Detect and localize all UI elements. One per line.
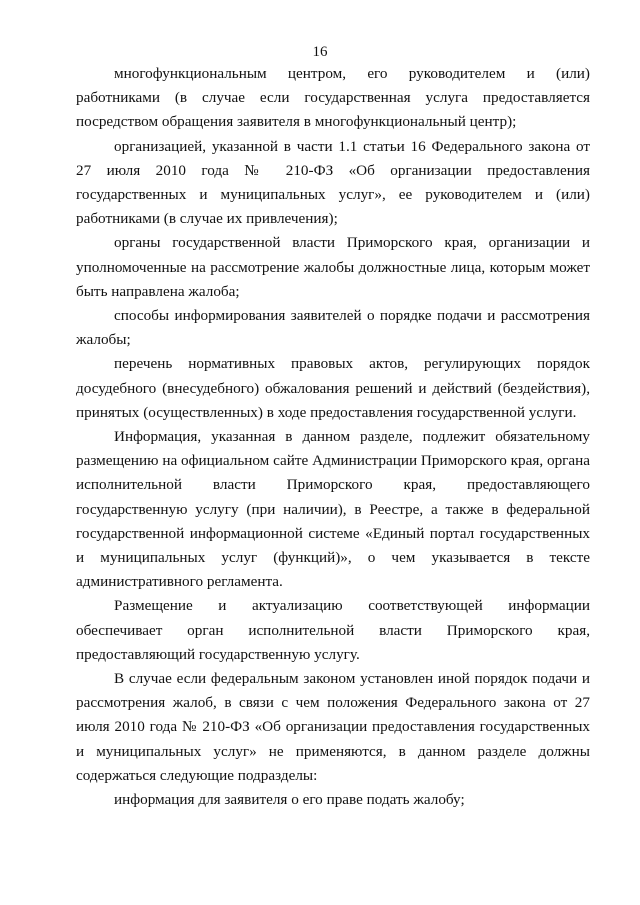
page-number: 16 (312, 44, 328, 60)
paragraph-informing-methods: способы информирования заявителей о порядке подачи и рассмотрения жалобы; (76, 307, 590, 349)
paragraph-federal-law-exception: В случае если федеральным законом установлен иной порядок подачи и рассмотрения жалоб, в связи с чем положения Федерального закона от 27 июля 2010 года № 210-ФЗ «Об организации предоставления государственных и муниципальных услуг» не применяются, в данном разделе должны содержаться следующие подразделы: (76, 670, 590, 784)
paragraph-publication: Информация, указанная в данном разделе, подлежит обязательному размещению на официальном сайте Администрации Приморского края, органа исполнительной власти Приморского края, предоставляющего государственную услугу (при наличии), в Реестре, а также в федеральной государственной информационной системе «Единый портал государственных и муниципальных услуг (функций)», о чем указывается в тексте административного регламента. (76, 428, 590, 591)
paragraph-right-to-complain: информация для заявителя о его праве подать жалобу; (114, 791, 465, 809)
paragraph-updating: Размещение и актуализацию соответствующей информации обеспечивает орган исполнительной власти Приморского края, предоставляющий государственную услугу. (76, 597, 590, 663)
paragraph-organization: организацией, указанной в части 1.1 статьи 16 Федерального закона от 27 июля 2010 года № 210-ФЗ «Об организации предоставления государственных и муниципальных услуг», ее руководителем и (или) работниками (в случае их привлечения); (76, 137, 590, 228)
document-body (76, 62, 590, 812)
paragraph-government-bodies: органы государственной власти Приморского края, организации и уполномоченные на рассмотрение жалобы должностные лица, которым может быть направлена жалоба; (76, 234, 590, 300)
paragraph-mfc: многофункциональным центром, его руководителем и (или) работниками (в случае если государственная услуга предоставляется посредством обращения заявителя в многофункциональный центр); (76, 65, 590, 131)
paragraph-legal-acts: перечень нормативных правовых актов, регулирующих порядок досудебного (внесудебного) обжалования решений и действий (бездействия), принятых (осуществленных) в ходе предоставления государственной услуги. (76, 355, 590, 421)
